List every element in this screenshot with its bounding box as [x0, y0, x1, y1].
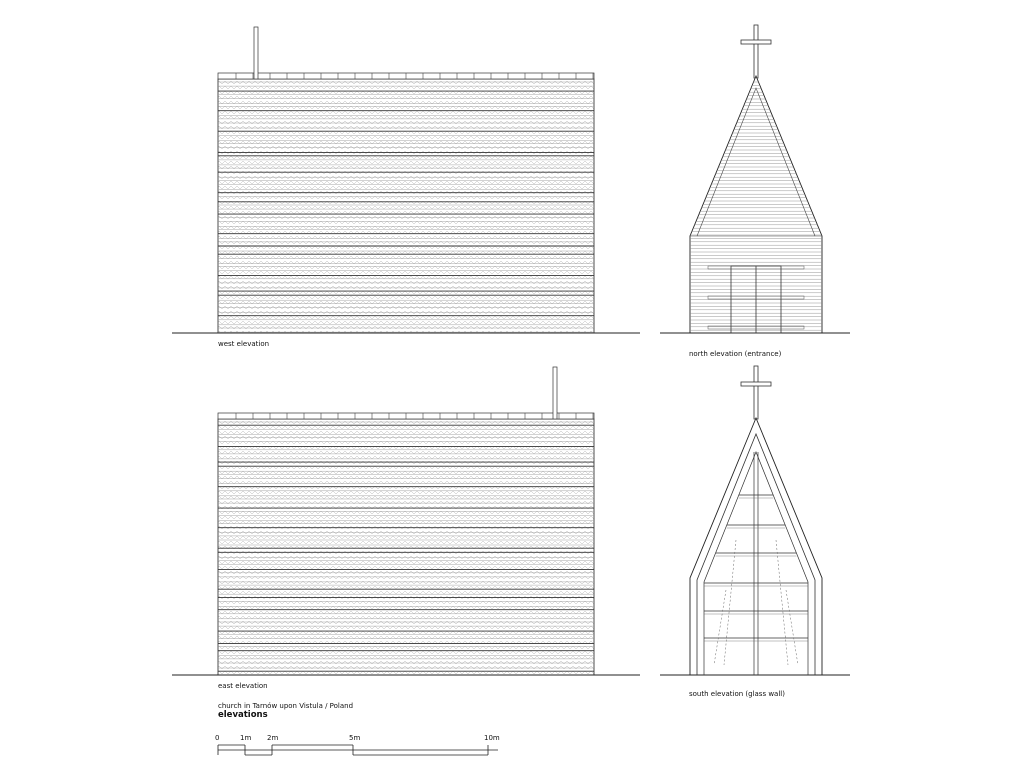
east-elevation-label: east elevation	[218, 682, 268, 690]
north-elevation-label: north elevation (entrance)	[689, 350, 782, 358]
project-caption: church in Tarnów upon Vistula / Poland	[218, 702, 354, 710]
south-gable-outline	[690, 418, 822, 675]
west-cross-post	[254, 27, 258, 79]
east-wall	[218, 419, 594, 675]
scale-tick-5m: 5m	[349, 734, 361, 742]
north-cross-icon	[754, 25, 758, 78]
north-elevation	[660, 25, 850, 333]
north-cross-arm	[741, 40, 771, 44]
west-elevation-label: west elevation	[218, 340, 270, 348]
drawing-title: elevations	[218, 710, 268, 720]
west-elevation	[172, 27, 640, 333]
scale-tick-2m: 2m	[267, 734, 279, 742]
east-elevation	[172, 367, 640, 675]
south-cross-icon	[754, 366, 758, 419]
scale-bar	[218, 745, 498, 755]
south-elevation-label: south elevation (glass wall)	[689, 690, 785, 698]
south-elevation	[660, 366, 850, 675]
south-cross-arm	[741, 382, 771, 386]
scale-tick-1m: 1m	[240, 734, 252, 742]
scale-tick-0: 0	[215, 734, 220, 742]
east-cross-post	[553, 367, 557, 419]
scale-tick-10m: 10m	[484, 734, 500, 742]
